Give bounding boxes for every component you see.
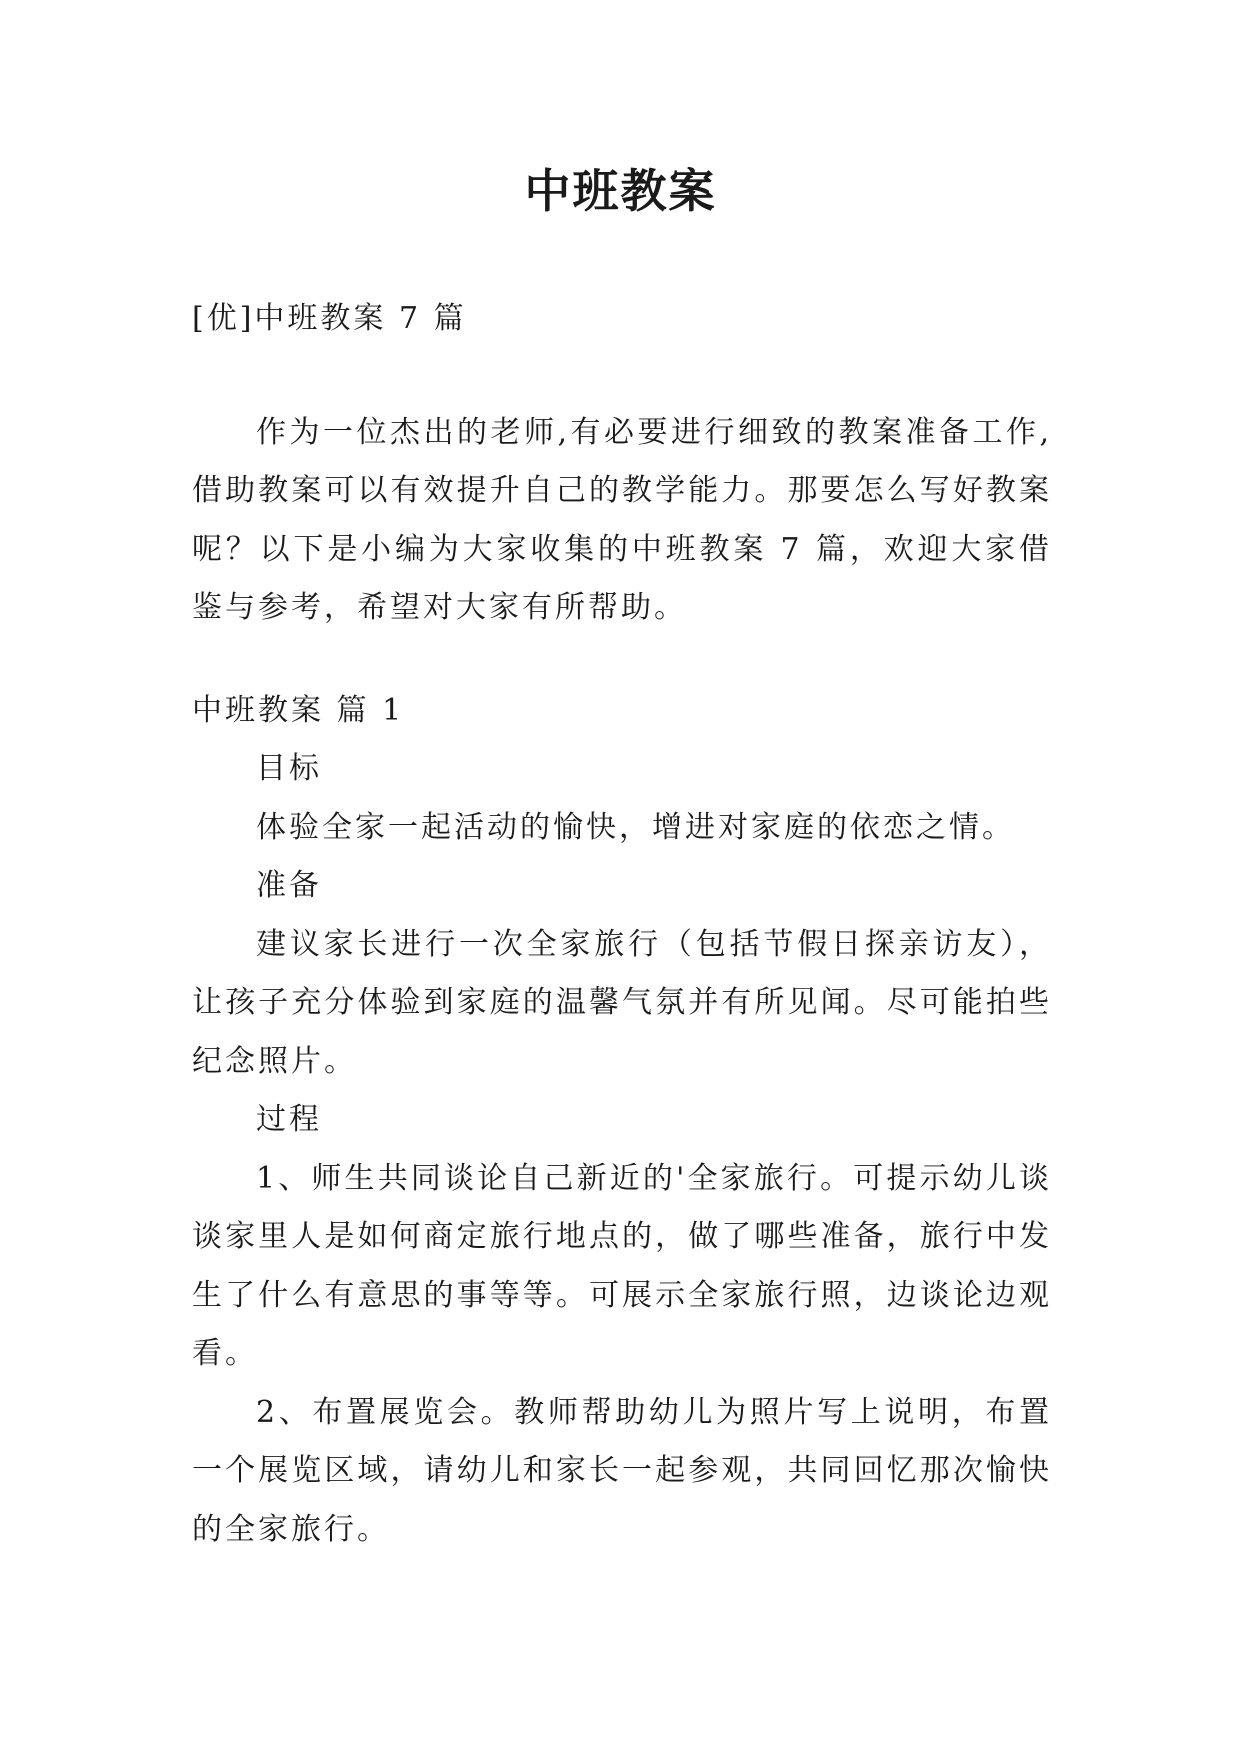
section-heading: 中班教案 篇 1	[192, 692, 405, 728]
document-subtitle: [优]中班教案 7 篇	[192, 301, 467, 336]
spacer	[192, 349, 1052, 404]
prep-label: 准备	[256, 868, 322, 903]
document-title: 中班教案	[524, 164, 717, 218]
process-step-1: 1、师生共同谈论自己新近的'全家旅行。可提示幼儿谈谈家里人是如何商定旅行地点的，做了哪些准备，旅行中发生了什么有意思的事等等。可展示全家旅行照，边谈论边观看。	[192, 1160, 1052, 1371]
goal-text: 体验全家一起活动的愉快，增进对家庭的依恋之情。	[256, 809, 1015, 845]
prep-text: 建议家长进行一次全家旅行（包括节假日探亲访友），让孩子充分体验到家庭的温馨气氛并有所见闻。尽可能拍些纪念照片。	[192, 926, 1052, 1079]
process-label: 过程	[256, 1102, 322, 1137]
goal-label: 目标	[256, 751, 322, 786]
document-body	[192, 290, 1052, 1559]
spacer	[192, 638, 1052, 682]
intro-paragraph: 作为一位杰出的老师,有必要进行细致的教案准备工作,借助教案可以有效提升自己的教学能力。那要怎么写好教案呢？以下是小编为大家收集的中班教案 7 篇，欢迎大家借鉴与参考，希望对大家有所帮助。	[192, 414, 1052, 625]
process-step-2: 2、布置展览会。教师帮助幼儿为照片写上说明，布置一个展览区域，请幼儿和家长一起参观，共同回忆那次愉快的全家旅行。	[192, 1394, 1052, 1547]
